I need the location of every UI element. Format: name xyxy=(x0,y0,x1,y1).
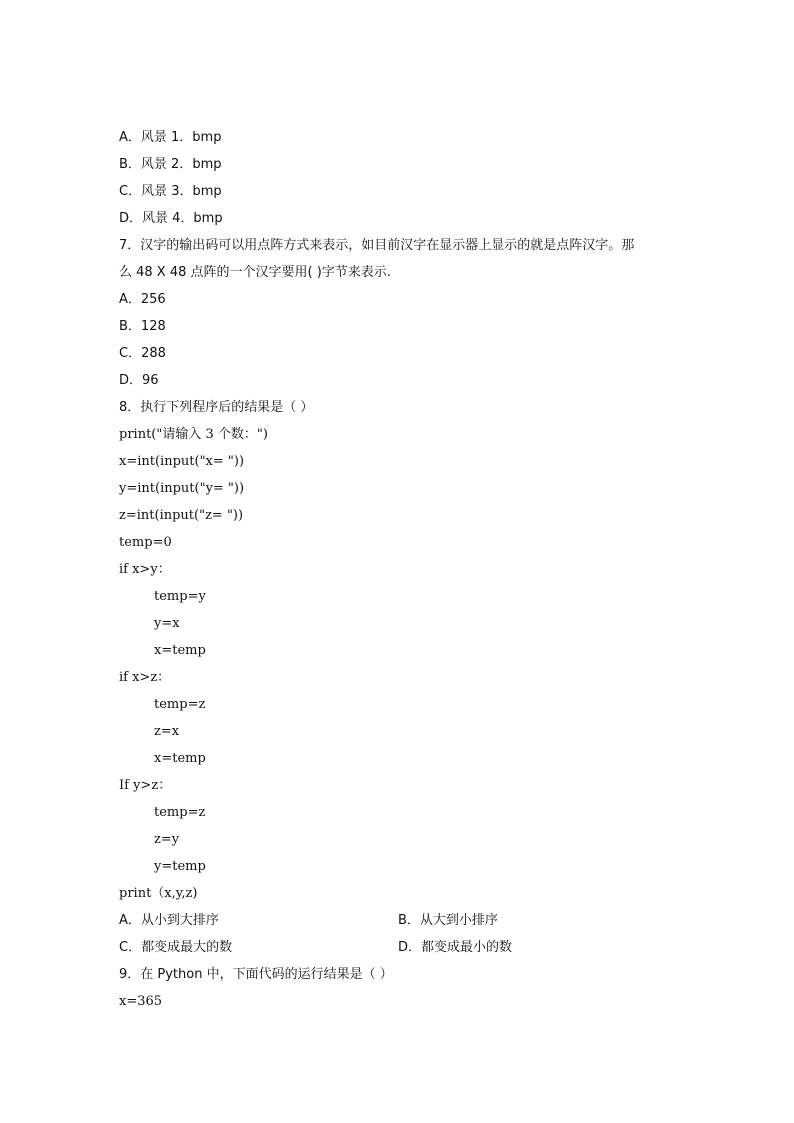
q9-stem: 9．在 Python 中，下面代码的运行结果是（ ） xyxy=(119,967,393,982)
q8-code-line: temp=0 xyxy=(119,535,172,550)
q7-stem-line2: 么 48 X 48 点阵的一个汉字要用( )字节来表示. xyxy=(119,265,391,280)
q8-stem: 8．执行下列程序后的结果是（ ） xyxy=(119,400,314,415)
q8-option-b: B．从大到小排序 xyxy=(398,913,498,928)
q8-code-line: x=int(input("x= ")) xyxy=(119,454,245,469)
q8-option-c: C．都变成最大的数 xyxy=(119,940,233,955)
q8-code-line: temp=z xyxy=(154,697,206,712)
q8-code-line: y=temp xyxy=(154,859,206,874)
q8-code-line: y=int(input("y= ")) xyxy=(119,481,245,496)
q7-stem-line1: 7．汉字的输出码可以用点阵方式来表示，如目前汉字在显示器上显示的就是点阵汉字。那 xyxy=(119,238,635,253)
q8-code-line: print("请输入 3 个数：") xyxy=(119,427,268,442)
q7-option-c: C．288 xyxy=(119,346,166,361)
q8-code-line: if x>z： xyxy=(119,670,171,685)
q9-code-line: x=365 xyxy=(119,994,163,1009)
q6-option-b: B．风景 2．bmp xyxy=(119,157,222,172)
q8-code-line: y=x xyxy=(154,616,180,631)
q8-code-line: temp=y xyxy=(154,589,206,604)
q8-code-line: z=int(input("z= ")) xyxy=(119,508,244,523)
q8-code-line: If y>z： xyxy=(119,778,172,793)
q6-option-c: C．风景 3．bmp xyxy=(119,184,222,199)
q8-option-a: A．从小到大排序 xyxy=(119,913,219,928)
q6-option-d: D．风景 4．bmp xyxy=(119,211,223,226)
q8-code-line: print（x,y,z) xyxy=(119,886,198,901)
q6-option-a: A．风景 1．bmp xyxy=(119,130,222,145)
q7-option-b: B．128 xyxy=(119,319,166,334)
q8-code-line: x=temp xyxy=(154,751,206,766)
q8-code-line: z=y xyxy=(154,832,180,847)
q8-option-d: D．都变成最小的数 xyxy=(398,940,513,955)
q7-option-a: A．256 xyxy=(119,292,166,307)
q7-option-d: D．96 xyxy=(119,373,159,388)
q8-code-line: z=x xyxy=(154,724,180,739)
q8-code-line: temp=z xyxy=(154,805,206,820)
q8-code-line: if x>y： xyxy=(119,562,171,577)
q8-code-line: x=temp xyxy=(154,643,206,658)
